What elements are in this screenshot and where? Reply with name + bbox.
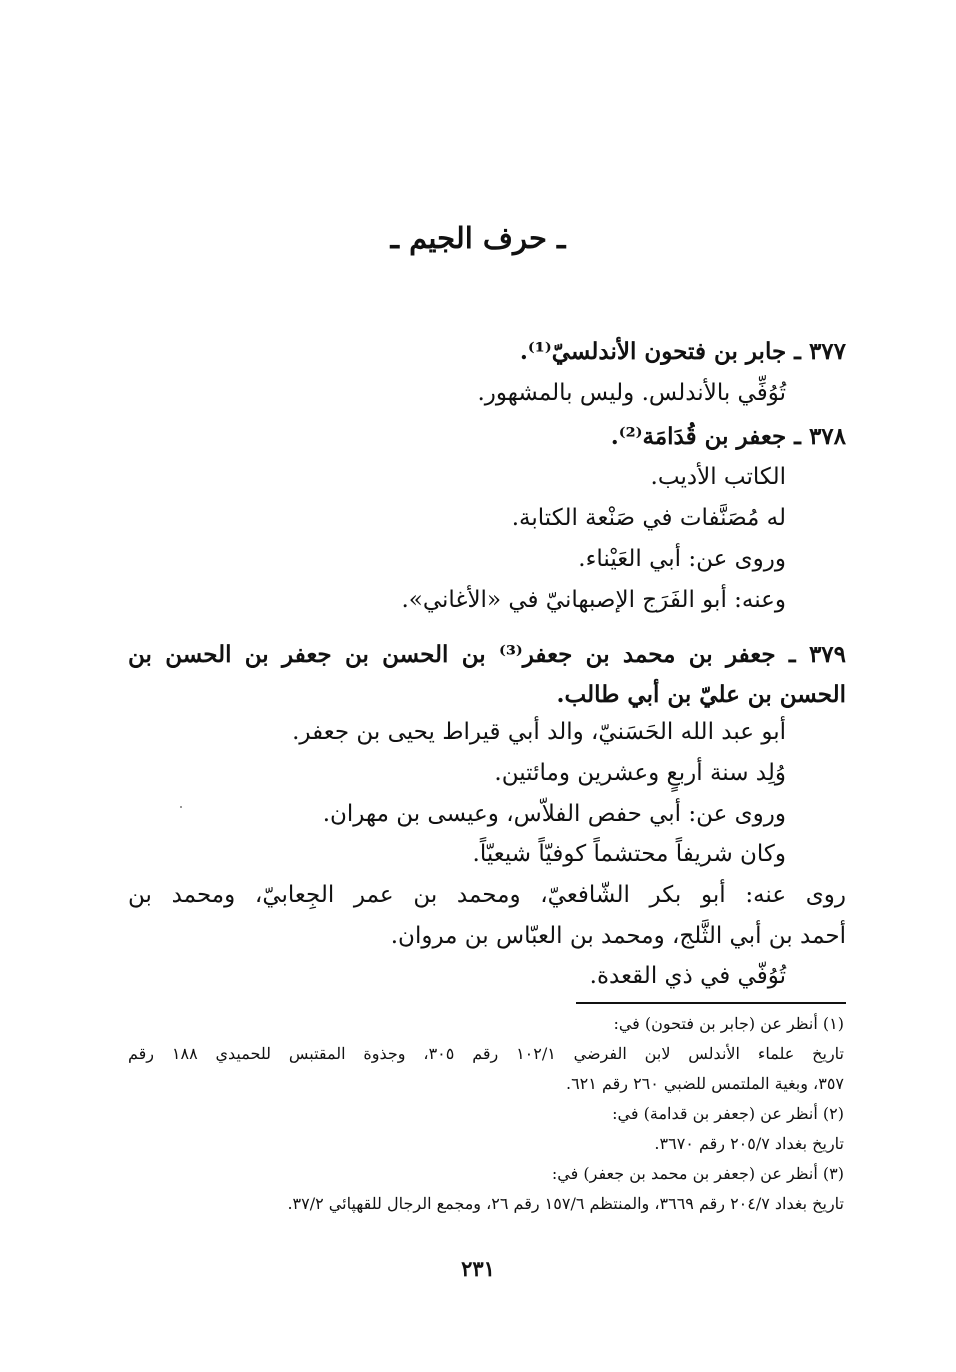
footnote-3-heading: (٣) أنظر عن (جعفر بن محمد بن جعفر) في: — [551, 1164, 844, 1183]
footnote-divider — [576, 1002, 846, 1004]
entry-heading-379-cont: الحسن بن عليّ بن أبي طالب. — [556, 681, 846, 708]
entry-line: وعنه: أبو الفَرَج الإصبهانيّ في «الأغاني». — [401, 587, 786, 613]
entry-line: الكاتب الأديب. — [650, 464, 786, 490]
footnote-1-text: ٣٥٧، وبغية الملتمس للضبي ٢٦٠ رقم ٦٢١. — [565, 1074, 844, 1093]
entry-line: تُوُفِّي بالأندلس. وليس بالمشهور. — [477, 380, 786, 406]
entry-line: وكان شريفاً محتشماً كوفيّاً شيعيّاً. — [472, 841, 786, 867]
entry-line: وروى عن: أبي العَيْناء. — [578, 546, 786, 572]
entry-line: أبو عبد الله الحَسَنيّ، والد أبي قيراط يحيى بن جعفر. — [292, 719, 786, 745]
entry-line: تُوُفّي في ذي القعدة. — [589, 963, 786, 989]
scan-speck — [180, 806, 182, 808]
entry-heading-377: ٣٧٧ ـ جابر بن فتحون الأندلسيّ⁽¹⁾. — [519, 338, 846, 365]
entry-heading-378: ٣٧٨ ـ جعفر بن قُدَامَة⁽²⁾. — [610, 423, 846, 450]
footnote-3-text: تاريخ بغداد ٢٠٤/٧ رقم ٣٦٦٩، والمنتظم ١٥٧/٦ رقم ٢٦، ومجمع الرجال للقهپائي ٣٧/٢. — [287, 1194, 844, 1213]
entry-line: وُلِد سنة أربعٍ وعشرين ومائتين. — [494, 760, 786, 786]
page-number: ٢٣١ — [461, 1256, 495, 1281]
footnote-2-text: تاريخ بغداد ٢٠٥/٧ رقم ٣٦٧٠. — [654, 1134, 844, 1153]
chapter-heading: ـ حرف الجيم ـ — [390, 221, 566, 255]
footnote-2-heading: (٢) أنظر عن (جعفر بن قدامة) في: — [612, 1104, 844, 1123]
footnote-1-text: تاريخ علماء الأندلس لابن الفرضي ١٠٢/١ رقم ٣٠٥، وجذوة المقتبس للحميدي ١٨٨ رقم — [128, 1044, 845, 1063]
entry-line: أحمد بن أبي الثَّلج، ومحمد بن العبّاس بن مروان. — [390, 923, 846, 949]
entry-line: وروى عن: أبي حفص الفلاّس، وعيسى بن مهران. — [322, 801, 786, 827]
entry-line: له مُصَنَّفات في صَنْعة الكتابة. — [511, 505, 786, 531]
entry-line: روى عنه: أبو بكر الشّافعيّ، ومحمد بن عمر الجِعابيّ، ومحمد بن — [128, 882, 846, 908]
footnote-1-heading: (١) أنظر عن (جابر بن فتحون) في: — [613, 1014, 844, 1033]
entry-heading-379: ٣٧٩ ـ جعفر بن محمد بن جعفر⁽³⁾ بن الحسن بن جعفر بن الحسن بن — [128, 641, 846, 668]
